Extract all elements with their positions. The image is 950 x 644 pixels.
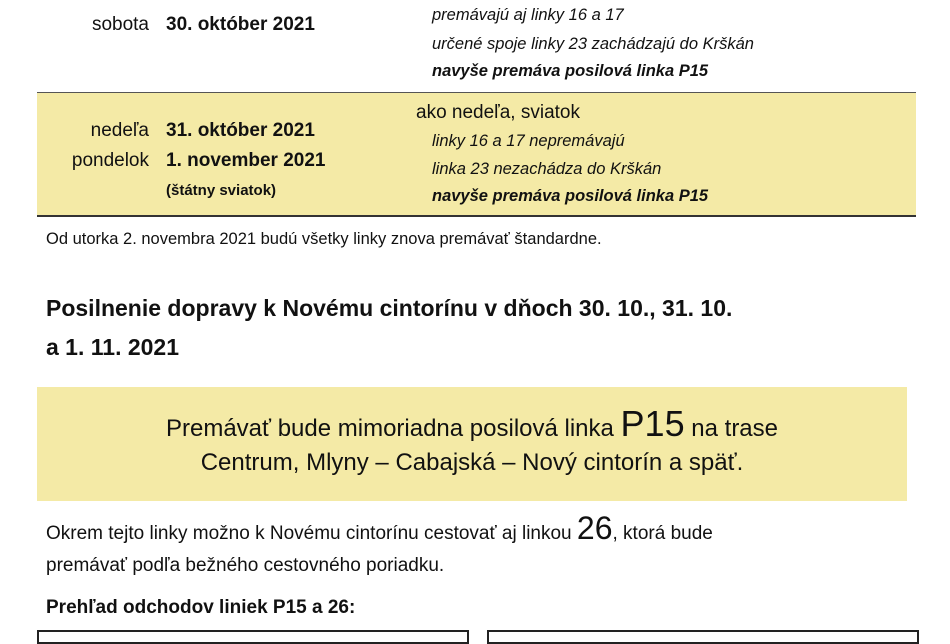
paragraph-text: Okrem tejto linky možno k Novému cintorínu cestovať aj linkou <box>46 523 572 544</box>
date-monday: 1. november 2021 <box>166 150 326 171</box>
note: určené spoje linky 23 zachádzajú do Krškán <box>432 35 754 53</box>
note: premávajú aj linky 16 a 17 <box>432 6 624 24</box>
after-note: Od utorka 2. novembra 2021 budú všetky linky znova premávať štandardne. <box>46 230 602 248</box>
day-monday: pondelok <box>71 150 149 171</box>
section-title-cont: a 1. 11. 2021 <box>46 334 180 360</box>
highlight-route: Centrum, Mlyny – Cabajská – Nový cintorín a späť. <box>200 449 744 476</box>
timetable-26 <box>487 630 919 644</box>
date-sunday: 31. október 2021 <box>166 120 315 141</box>
overview-title: Prehľad odchodov liniek P15 a 26: <box>46 597 356 618</box>
line-number-26: 26 <box>576 510 613 546</box>
row-heading: ako nedeľa, sviatok <box>416 102 580 123</box>
line-number-p15: P15 <box>620 403 685 444</box>
highlight-box <box>37 387 907 501</box>
highlight-text: Premávať bude mimoriadna posilová linka <box>165 415 614 442</box>
paragraph <box>46 510 906 547</box>
highlight-text: na trase <box>691 415 778 442</box>
highlight-line1 <box>37 403 907 445</box>
day-sunday: nedeľa <box>90 120 149 141</box>
holiday-label: (štátny sviatok) <box>166 182 277 199</box>
paragraph-text: , ktorá bude <box>612 523 713 544</box>
day-saturday: sobota <box>91 14 149 35</box>
bold-note: navyše premáva posilová linka P15 <box>432 62 709 80</box>
date-saturday: 30. október 2021 <box>166 14 315 35</box>
bold-note: navyše premáva posilová linka P15 <box>432 187 709 205</box>
note: linka 23 nezachádza do Krškán <box>432 160 662 178</box>
note: linky 16 a 17 nepremávajú <box>432 132 625 150</box>
section-title: Posilnenie dopravy k Novému cintorínu v dňoch 30. 10., 31. 10. <box>46 295 733 321</box>
paragraph-line2: premávať podľa bežného cestovného poriadku. <box>46 555 445 576</box>
timetable-p15 <box>37 630 469 644</box>
